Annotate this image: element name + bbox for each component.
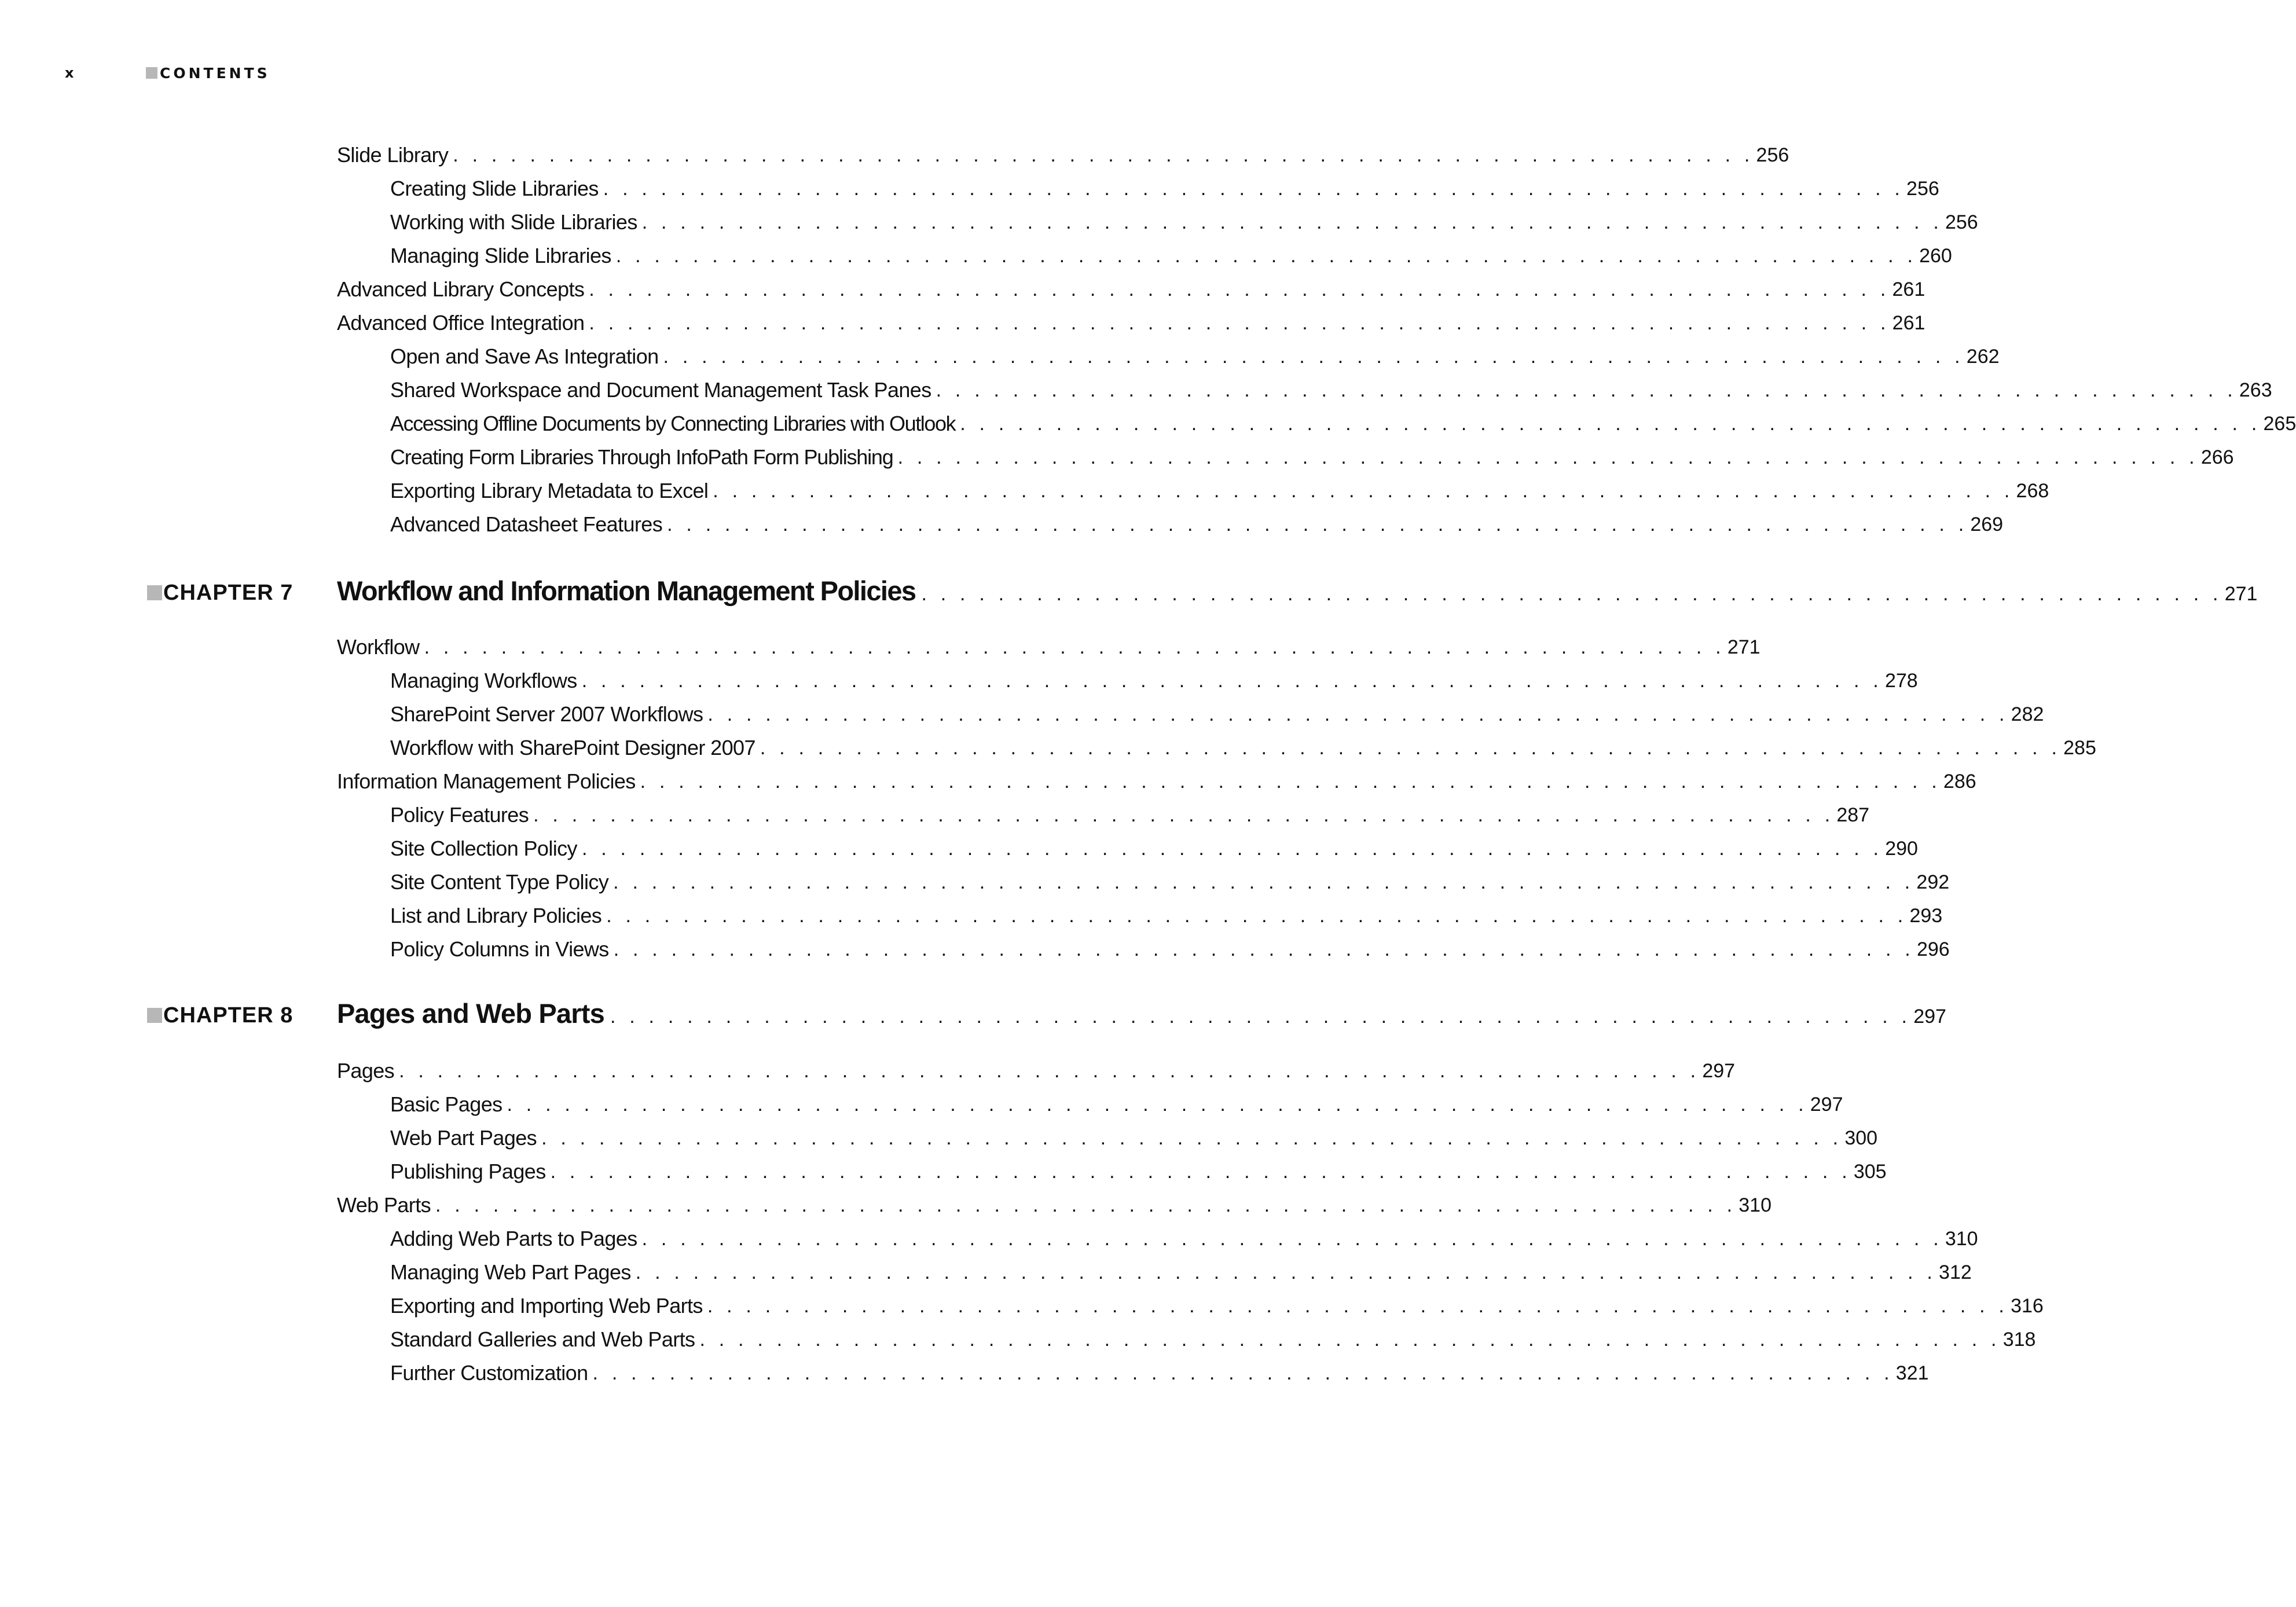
toc-entry[interactable]: [390, 477, 2049, 505]
toc-entry-title: SharePoint Server 2007 Workflows: [390, 702, 703, 726]
toc-entry-page: 261: [1892, 312, 1925, 334]
dot-leader: . . . . . . . . . . . . . . . . . . . . . . . . . . . . . . . . . . . . . . . . . . . . . . . . . . . . . . . . . . . . . . . . . . . .: [592, 1362, 1894, 1384]
dot-leader: . . . . . . . . . . . . . . . . . . . . . . . . . . . . . . . . . . . . . . . . . . . . . . . . . . . . . . . . . . . . . . . . . . . .: [435, 1194, 1737, 1216]
toc-entry-title: Site Content Type Policy: [390, 870, 609, 894]
toc-entry[interactable]: [390, 343, 2000, 370]
dot-leader: . . . . . . . . . . . . . . . . . . . . . . . . . . . . . . . . . . . . . . . . . . . . . . . . . . . . . . . . . . . . . . . . . . . .: [606, 905, 1908, 927]
toc-entry-title: Publishing Pages: [390, 1160, 546, 1183]
toc-entry-page: 297: [1702, 1060, 1736, 1082]
running-head: [65, 65, 270, 81]
dot-leader: . . . . . . . . . . . . . . . . . . . . . . . . . . . . . . . . . . . . . . . . . . . . . . . . . . . . . . . . . . . . . . . . . . . .: [699, 1329, 2001, 1351]
toc-entry[interactable]: [390, 801, 1870, 829]
dot-leader: . . . . . . . . . . . . . . . . . . . . . . . . . . . . . . . . . . . . . . . . . . . . . . . . . . . . . . . . . . . . . . . . . . . .: [667, 513, 1968, 535]
dot-leader: . . . . . . . . . . . . . . . . . . . . . . . . . . . . . . . . . . . . . . . . . . . . . . . . . . . . . . . . . . . . . . . . . . . .: [589, 312, 1890, 334]
toc-entry-title: Open and Save As Integration: [390, 344, 659, 368]
toc-entry-title: List and Library Policies: [390, 904, 602, 927]
dot-leader: . . . . . . . . . . . . . . . . . . . . . . . . . . . . . . . . . . . . . . . . . . . . . . . . . . . . . . . . . . . . . . . . . . . .: [541, 1127, 1843, 1149]
toc-entry[interactable]: [337, 768, 1976, 795]
chapter-number: CHAPTER 8: [163, 1003, 294, 1028]
toc-entry[interactable]: [390, 175, 1939, 203]
toc-entry[interactable]: [390, 376, 2272, 404]
toc-entry-title: Workflow: [337, 635, 420, 659]
toc-entry-title: Creating Slide Libraries: [390, 177, 599, 200]
toc-entry-title: Further Customization: [390, 1361, 588, 1385]
toc-entry[interactable]: [390, 734, 2096, 762]
toc-entry[interactable]: [337, 309, 1925, 337]
toc-entry-page: 312: [1939, 1261, 1972, 1283]
dot-leader: . . . . . . . . . . . . . . . . . . . . . . . . . . . . . . . . . . . . . . . . . . . . . . . . . . . . . . . . . . . . . . . . . . . .: [613, 938, 1914, 960]
dot-leader: . . . . . . . . . . . . . . . . . . . . . . . . . . . . . . . . . . . . . . . . . . . . . . . . . . . . . . . . . . . . . . . . . . . .: [615, 245, 1917, 267]
toc-entry-page: 300: [1844, 1127, 1878, 1149]
dot-leader: . . . . . . . . . . . . . . . . . . . . . . . . . . . . . . . . . . . . . . . . . . . . . . . . . . . . . . . . . . . . . . . . . . . .: [533, 804, 1835, 826]
toc-entry[interactable]: [390, 242, 1952, 270]
toc-entry[interactable]: [337, 633, 1760, 661]
toc-entry-page: 293: [1909, 905, 1943, 927]
dot-leader: . . . . . . . . . . . . . . . . . . . . . . . . . . . . . . . . . . . . . . . . . . . . . . . . . . . . . . . . . . . . . . . . . . . .: [640, 771, 1941, 793]
toc-entry[interactable]: [390, 1359, 1929, 1387]
toc-entry[interactable]: [390, 1158, 1887, 1186]
toc-entry[interactable]: [390, 700, 2044, 728]
toc-entry-title: Adding Web Parts to Pages: [390, 1227, 637, 1250]
chapter-number: CHAPTER 7: [163, 580, 294, 605]
dot-leader: . . . . . . . . . . . . . . . . . . . . . . . . . . . . . . . . . . . . . . . . . . . . . . . . . . . . . . . . . . . . . . . . . . . .: [581, 838, 1883, 860]
toc-entry-title: Information Management Policies: [337, 769, 636, 793]
toc-entry-title: Working with Slide Libraries: [390, 210, 637, 234]
toc-entry-title: Basic Pages: [390, 1092, 503, 1116]
toc-entry-title: Web Part Pages: [390, 1126, 537, 1150]
toc-entry[interactable]: [390, 1259, 1972, 1286]
toc-entry-page: 268: [2016, 480, 2049, 502]
page-number: x: [65, 65, 74, 81]
toc-entry[interactable]: [390, 410, 2296, 438]
toc-entry-title: Accessing Offline Documents by Connecting Libraries with Outlook: [390, 412, 956, 435]
toc-entry-page: 285: [2063, 737, 2096, 759]
toc-entry[interactable]: [337, 141, 1789, 169]
chapter-label-8: [147, 998, 293, 1033]
toc-entry-page: 305: [1853, 1161, 1887, 1183]
toc-entry-page: 297: [1810, 1094, 1843, 1116]
toc-entry-page: 261: [1892, 278, 1925, 300]
toc-entry[interactable]: [390, 935, 1950, 963]
toc-entry-title: Policy Features: [390, 803, 529, 827]
toc-entry-title: Advanced Library Concepts: [337, 277, 585, 301]
toc-entry-page: 256: [1945, 211, 1978, 233]
toc-entry-title: Policy Columns in Views: [390, 937, 609, 961]
dot-leader: . . . . . . . . . . . . . . . . . . . . . . . . . . . . . . . . . . . . . . . . . . . . . . . . . . . . . . . . . . . . . . . . . . . .: [760, 737, 2062, 759]
chapter-page: 297: [1913, 1006, 1946, 1028]
square-bullet-icon: [147, 1008, 162, 1023]
toc-entry[interactable]: [390, 1091, 1843, 1118]
toc-entry-title: Exporting Library Metadata to Excel: [390, 479, 709, 502]
toc-entry-page: 290: [1885, 838, 1918, 860]
square-bullet-icon: [147, 585, 162, 600]
toc-entry[interactable]: [390, 835, 1918, 863]
chapter-title-entry-7[interactable]: [337, 573, 2258, 609]
toc-entry-title: Workflow with SharePoint Designer 2007: [390, 736, 755, 760]
dot-leader: . . . . . . . . . . . . . . . . . . . . . . . . . . . . . . . . . . . . . . . . . . . . . . . . . . . . . . . . . . . . . . . . . . . .: [603, 178, 1905, 200]
dot-leader: . . . . . . . . . . . . . . . . . . . . . . . . . . . . . . . . . . . . . . . . . . . . . . . . . . . . . . . . . . . . . . . . . . . .: [641, 1228, 1943, 1250]
square-bullet-icon: [146, 67, 157, 79]
toc-entry-title: Advanced Datasheet Features: [390, 512, 663, 536]
dot-leader: . . . . . . . . . . . . . . . . . . . . . . . . . . . . . . . . . . . . . . . . . . . . . . . . . . . . . . . . . . . . . . . . . . . .: [610, 1006, 1912, 1028]
toc-entry[interactable]: [390, 511, 2004, 538]
toc-entry-title: Standard Galleries and Web Parts: [390, 1327, 695, 1351]
dot-leader: . . . . . . . . . . . . . . . . . . . . . . . . . . . . . . . . . . . . . . . . . . . . . . . . . . . . . . . . . . . . . . . . . . . .: [707, 1295, 2009, 1317]
toc-entry[interactable]: [390, 1124, 1878, 1152]
toc-entry-page: 310: [1945, 1228, 1978, 1250]
toc-entry-title: Exporting and Importing Web Parts: [390, 1294, 703, 1318]
chapter-title: Pages and Web Parts: [337, 998, 604, 1029]
toc-entry[interactable]: [390, 1225, 1978, 1253]
toc-entry-page: 316: [2011, 1295, 2044, 1317]
toc-entry[interactable]: [390, 1326, 2036, 1353]
toc-entry-page: 256: [1756, 144, 1789, 166]
dot-leader: . . . . . . . . . . . . . . . . . . . . . . . . . . . . . . . . . . . . . . . . . . . . . . . . . . . . . . . . . . . . . . . . . . . .: [399, 1060, 1700, 1082]
dot-leader: . . . . . . . . . . . . . . . . . . . . . . . . . . . . . . . . . . . . . . . . . . . . . . . . . . . . . . . . . . . . . . . . . . . .: [641, 211, 1943, 233]
toc-entry-page: 318: [2002, 1329, 2036, 1351]
toc-entry-title: Managing Web Part Pages: [390, 1260, 631, 1284]
toc-entry-title: Web Parts: [337, 1193, 431, 1217]
toc-entry-title: Slide Library: [337, 143, 449, 167]
toc-entry-page: 292: [1916, 871, 1950, 893]
dot-leader: . . . . . . . . . . . . . . . . . . . . . . . . . . . . . . . . . . . . . . . . . . . . . . . . . . . . . . . . . . . . . . . . . . . .: [453, 144, 1754, 166]
toc-entry-page: 310: [1738, 1194, 1771, 1216]
toc-entry-title: Managing Slide Libraries: [390, 244, 611, 267]
chapter-label-7: [147, 575, 293, 610]
dot-leader: . . . . . . . . . . . . . . . . . . . . . . . . . . . . . . . . . . . . . . . . . . . . . . . . . . . . . . . . . . . . . . . . . . . .: [550, 1161, 1851, 1183]
dot-leader: . . . . . . . . . . . . . . . . . . . . . . . . . . . . . . . . . . . . . . . . . . . . . . . . . . . . . . . . . . . . . . . . . . . .: [635, 1261, 1937, 1283]
dot-leader: . . . . . . . . . . . . . . . . . . . . . . . . . . . . . . . . . . . . . . . . . . . . . . . . . . . . . . . . . . . . . . . . . . . .: [581, 670, 1883, 692]
toc-entry-page: 265: [2263, 413, 2296, 435]
toc-entry-page: 256: [1906, 178, 1939, 200]
dot-leader: . . . . . . . . . . . . . . . . . . . . . . . . . . . . . . . . . . . . . . . . . . . . . . . . . . . . . . . . . . . . . . . . . . . .: [613, 871, 1914, 893]
dot-leader: . . . . . . . . . . . . . . . . . . . . . . . . . . . . . . . . . . . . . . . . . . . . . . . . . . . . . . . . . . . . . . . . . . . .: [897, 446, 2199, 468]
toc-entry-title: Advanced Office Integration: [337, 311, 585, 335]
toc-entry-page: 271: [1727, 636, 1760, 658]
toc-entry[interactable]: [337, 276, 1925, 303]
toc-entry-page: 321: [1895, 1362, 1929, 1384]
dot-leader: . . . . . . . . . . . . . . . . . . . . . . . . . . . . . . . . . . . . . . . . . . . . . . . . . . . . . . . . . . . . . . . . . . . .: [424, 636, 1725, 658]
toc-entry[interactable]: [337, 1191, 1771, 1219]
toc-entry[interactable]: [390, 902, 1943, 930]
toc-entry[interactable]: [390, 868, 1950, 896]
running-title: CONTENTS: [160, 64, 270, 82]
toc-entry-page: 296: [1916, 938, 1950, 960]
toc-entry-title: Pages: [337, 1059, 395, 1083]
dot-leader: . . . . . . . . . . . . . . . . . . . . . . . . . . . . . . . . . . . . . . . . . . . . . . . . . . . . . . . . . . . . . . . . . . . .: [960, 413, 2261, 435]
toc-entry-title: Site Collection Policy: [390, 836, 577, 860]
toc-entry-page: 262: [1966, 346, 2000, 368]
toc-entry-page: 269: [1970, 513, 2004, 535]
toc-entry-page: 266: [2200, 446, 2234, 468]
toc-entry-page: 260: [1919, 245, 1952, 267]
toc-entry[interactable]: [390, 208, 1978, 236]
dot-leader: . . . . . . . . . . . . . . . . . . . . . . . . . . . . . . . . . . . . . . . . . . . . . . . . . . . . . . . . . . . . . . . . . . . .: [713, 480, 2014, 502]
toc-entry-title: Shared Workspace and Document Management Task Panes: [390, 378, 931, 402]
chapter-page: 271: [2224, 583, 2258, 605]
toc-entry-title: Creating Form Libraries Through InfoPath Form Publishing: [390, 445, 893, 469]
chapter-title-entry-8[interactable]: [337, 996, 1946, 1032]
dot-leader: . . . . . . . . . . . . . . . . . . . . . . . . . . . . . . . . . . . . . . . . . . . . . . . . . . . . . . . . . . . . . . . . . . . .: [507, 1094, 1808, 1116]
toc-entry[interactable]: [337, 1057, 1736, 1085]
toc-entry-page: 263: [2239, 379, 2272, 401]
toc-entry-title: Managing Workflows: [390, 669, 577, 692]
dot-leader: . . . . . . . . . . . . . . . . . . . . . . . . . . . . . . . . . . . . . . . . . . . . . . . . . . . . . . . . . . . . . . . . . . . .: [589, 278, 1890, 300]
toc-entry-page: 278: [1884, 670, 1918, 692]
toc-entry-page: 282: [2011, 703, 2044, 725]
dot-leader: . . . . . . . . . . . . . . . . . . . . . . . . . . . . . . . . . . . . . . . . . . . . . . . . . . . . . . . . . . . . . . . . . . . .: [921, 583, 2222, 605]
dot-leader: . . . . . . . . . . . . . . . . . . . . . . . . . . . . . . . . . . . . . . . . . . . . . . . . . . . . . . . . . . . . . . . . . . . .: [707, 703, 2009, 725]
toc-entry[interactable]: [390, 667, 1918, 695]
toc-entry[interactable]: [390, 443, 2234, 471]
toc-entry-page: 287: [1836, 804, 1870, 826]
dot-leader: . . . . . . . . . . . . . . . . . . . . . . . . . . . . . . . . . . . . . . . . . . . . . . . . . . . . . . . . . . . . . . . . . . . .: [663, 346, 1964, 368]
dot-leader: . . . . . . . . . . . . . . . . . . . . . . . . . . . . . . . . . . . . . . . . . . . . . . . . . . . . . . . . . . . . . . . . . . . .: [936, 379, 2237, 401]
chapter-title: Workflow and Information Management Policies: [337, 575, 916, 606]
toc-entry[interactable]: [390, 1292, 2044, 1320]
toc-entry-page: 286: [1943, 771, 1976, 793]
